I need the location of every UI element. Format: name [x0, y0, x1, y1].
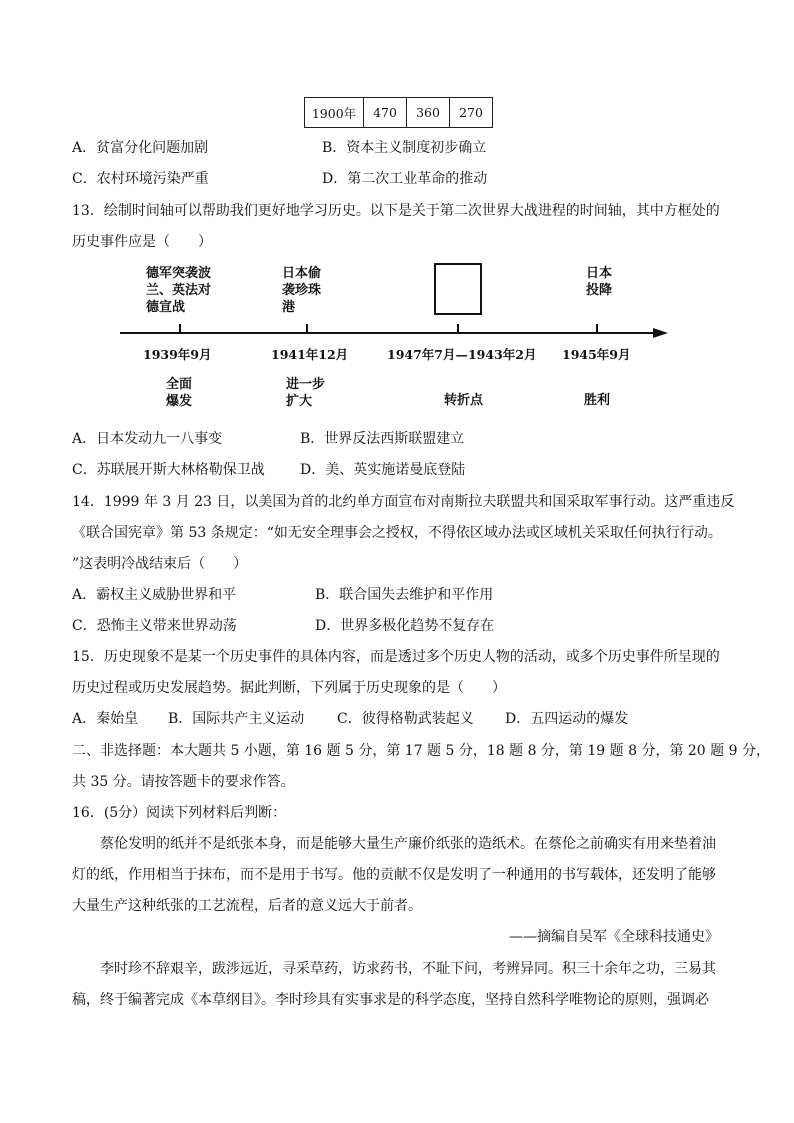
timeline-event-text: 港	[282, 300, 296, 315]
q12-option-a: A．贫富分化问题加剧	[72, 140, 209, 156]
q14-option-d: D．世界多极化趋势不复存在	[315, 618, 495, 634]
q14-line2: 《联合国宪章》第 53 条规定：“如无安全理事会之授权，不得依区域办法或区域机关采取任何执行行动。	[72, 525, 722, 541]
q16-p1-line1: 蔡伦发明的纸并不是纸张本身，而是能够大量生产廉价纸张的造纸术。在蔡伦之前确实有用来垫着油	[100, 836, 716, 852]
q15-option-d: D．五四运动的爆发	[505, 711, 629, 727]
timeline-stage-2	[286, 376, 325, 410]
timeline-stage-text: 转折点	[444, 393, 484, 408]
q13-stem-line1: 13．绘制时间轴可以帮助我们更好地学习历史。以下是关于第二次世界大战进程的时间轴，其中方框处的	[72, 203, 720, 219]
q15-option-a: A．秦始皇	[72, 711, 139, 727]
q13-option-b: B．世界反法西斯联盟建立	[300, 431, 465, 447]
timeline-event-text: 日本	[586, 266, 613, 281]
timeline-stage-3	[444, 392, 483, 409]
timeline-stage-text: 胜利	[584, 393, 611, 408]
timeline-date-4: 1945年9月	[562, 347, 631, 362]
timeline-stage-1	[166, 376, 192, 410]
q16-source: ——摘编自吴军《全球科技通史》	[509, 929, 719, 945]
q14-line1: 14．1999 年 3 月 23 日，以美国为首的北约单方面宣布对南斯拉夫联盟共和国采取军事行动。这严重违反	[72, 494, 735, 510]
q15-line1: 15．历史现象不是某一个历史事件的具体内容，而是透过多个历史人物的活动，或多个历史事件所呈现的	[72, 649, 720, 665]
q13-option-c: C．苏联展开斯大林格勒保卫战	[72, 462, 265, 478]
q13-stem-line2: 历史事件应是（ ）	[72, 234, 212, 250]
q16-p1-line3: 大量生产这种纸张的工艺流程，后者的意义远大于前者。	[72, 898, 422, 914]
timeline-event-text: 德军突袭波	[146, 266, 212, 281]
timeline-date-1: 1939年9月	[143, 347, 212, 362]
table-cell: 270	[450, 98, 493, 128]
q14-option-c: C．恐怖主义带来世界动荡	[72, 618, 237, 634]
blank-answer-box	[435, 264, 481, 314]
table-cell: 470	[364, 98, 407, 128]
q13-option-d: D．美、英实施诺曼底登陆	[300, 462, 466, 478]
timeline-event-4	[586, 265, 612, 299]
timeline-stage-text: 扩大	[286, 394, 313, 409]
timeline-event-text: 日本偷	[282, 266, 322, 281]
timeline-stage-text: 爆发	[166, 394, 193, 409]
q16-p1-line2: 灯的纸，作用相当于抹布，而不是用于书写。他的贡献不仅是发明了一种通用的书写载体，还发明了能够	[72, 867, 716, 883]
timeline-stage-text: 全面	[166, 377, 193, 392]
timeline-stage-text: 进一步	[286, 377, 326, 392]
q12-option-d: D．第二次工业革命的推动	[322, 171, 488, 187]
q15-option-c: C．彼得格勒武装起义	[337, 711, 474, 727]
q14-option-a: A．霸权主义威胁世界和平	[72, 587, 237, 603]
timeline-event-text: 袭珍珠	[282, 283, 322, 298]
section2-line2: 共 35 分。请按答题卡的要求作答。	[72, 774, 295, 790]
table-cell: 1900年	[305, 98, 364, 128]
q12-option-b: B．资本主义制度初步确立	[322, 140, 487, 156]
timeline-arrow-icon	[653, 328, 668, 338]
timeline-event-text: 投降	[586, 283, 613, 298]
q16-p2-line1: 李时珍不辞艰辛，跋涉远近，寻采草药，访求药书，不耻下问，考辨异同。积三十余年之功，三易其	[100, 961, 716, 977]
q14-line3: ”这表明冷战结束后（ ）	[72, 556, 248, 572]
timeline-event-2	[282, 265, 321, 316]
q14-option-b: B．联合国失去维护和平作用	[315, 587, 494, 603]
q13-option-a: A．日本发动九一八事变	[72, 431, 223, 447]
timeline-stage-4	[584, 392, 610, 409]
q16-stem: 16．(5分）阅读下列材料后判断：	[72, 805, 287, 821]
q15-line2: 历史过程或历史发展趋势。据此判断，下列属于历史现象的是（ ）	[72, 680, 506, 696]
timeline-date-3: 1947年7月—1943年2月	[387, 347, 537, 362]
timeline-date-2: 1941年12月	[271, 347, 349, 362]
timeline-event-1	[146, 265, 211, 316]
table-cell: 360	[407, 98, 450, 128]
timeline-event-text: 德宣战	[146, 300, 186, 315]
section2-line1: 二、非选择题：本大题共 5 小题，第 16 题 5 分，第 17 题 5 分，18 题 8 分，第 19 题 8 分，第 20 题 9 分，	[72, 743, 770, 759]
q12-option-c: C．农村环境污染严重	[72, 171, 209, 187]
timeline-event-text: 兰、英法对	[146, 283, 212, 298]
q16-p2-line2: 稿，终于编著完成《本草纲目》。李时珍具有实事求是的科学态度，坚持自然科学唯物论的原则，强调必	[72, 992, 709, 1008]
q15-option-b: B．国际共产主义运动	[168, 711, 305, 727]
